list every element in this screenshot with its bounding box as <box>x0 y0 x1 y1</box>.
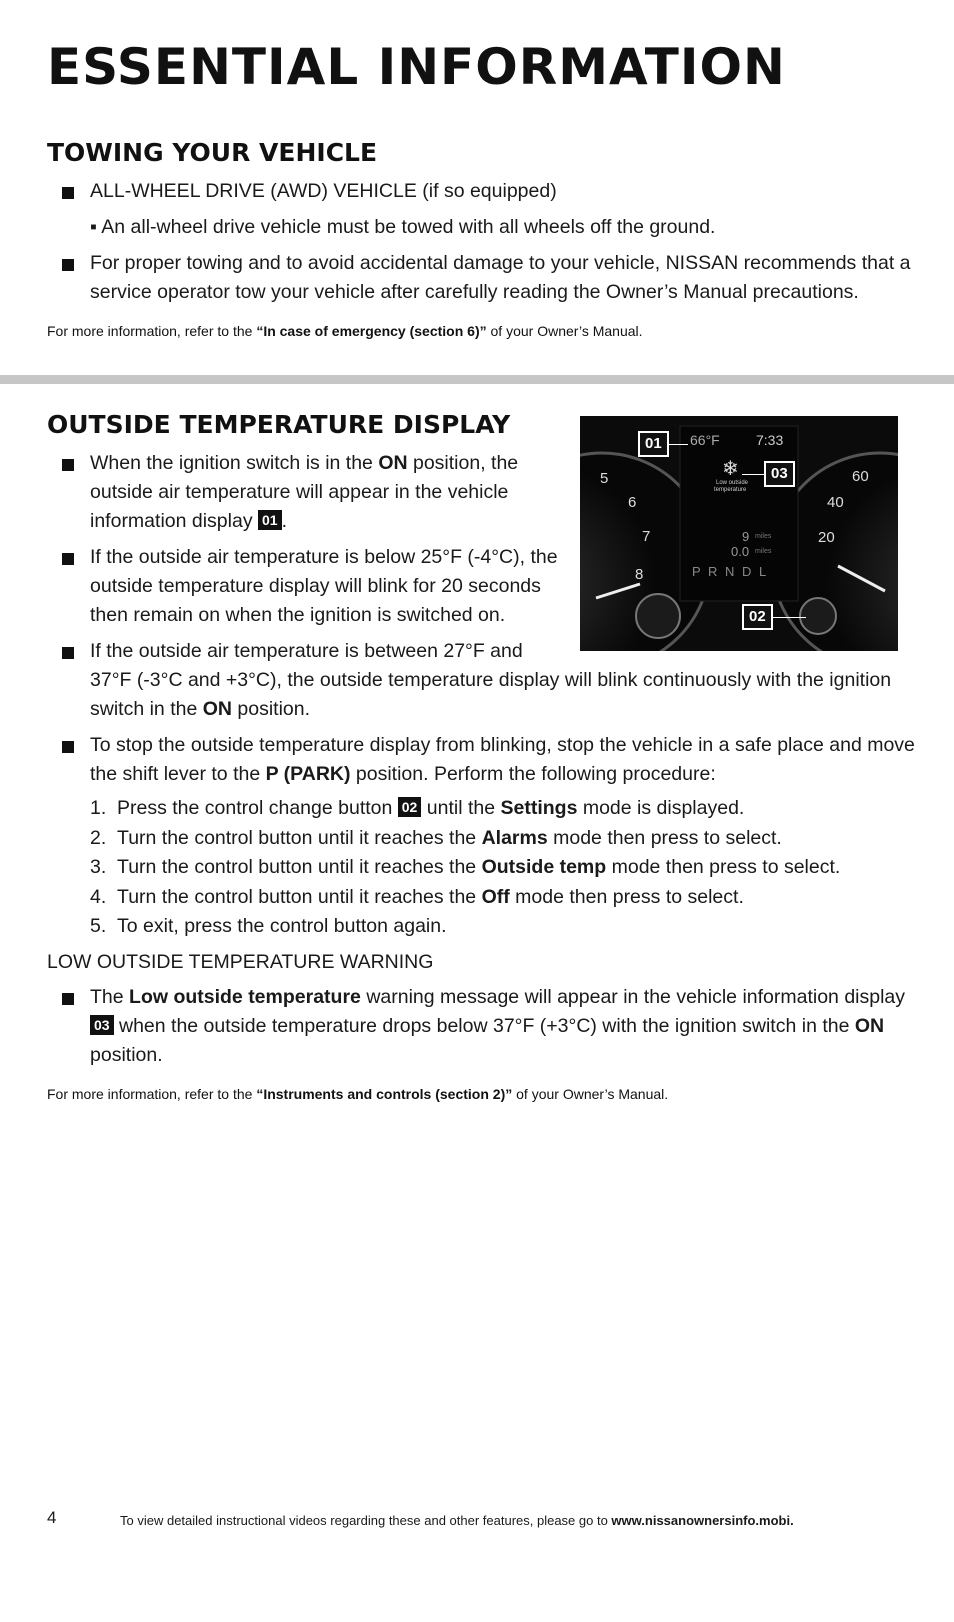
callout-line-01 <box>666 444 688 445</box>
trip-odometer-1-unit: miles <box>755 533 772 540</box>
towing-section <box>47 138 927 339</box>
section-divider <box>0 375 954 384</box>
bullet-icon <box>62 259 74 271</box>
trip-odometer-1: 9 <box>742 529 750 544</box>
towing-bullet-service: For proper towing and to avoid accidental damage to your vehicle, NISSAN recommends that a service operator tow your vehicle after carefully reading the Owner’s Manual precautions. <box>47 249 927 307</box>
tach-number: 6 <box>628 494 637 511</box>
procedure-step: 1. Press the control change button 02 until the Settings mode is displayed. <box>90 797 745 819</box>
procedure-step: 5. To exit, press the control button again. <box>90 915 447 937</box>
page-title: ESSENTIAL INFORMATION <box>47 38 786 96</box>
procedure-steps <box>47 794 927 942</box>
towing-bullet-awd: ALL-WHEEL DRIVE (AWD) VEHICLE (if so equipped) <box>47 177 927 206</box>
callout-02: 02 <box>742 604 773 630</box>
callout-01: 01 <box>638 431 669 457</box>
outside-bullet-between-rest: 37°F (-3°C and +3°C), the outside temperature display will blink continuously with the ignition switch in the ON position. <box>90 669 892 720</box>
callout-badge-03: 03 <box>90 1015 114 1035</box>
outside-bullet-on: When the ignition switch is in the ON position, the outside air temperature will appear in the vehicle information display 01 . <box>47 449 577 536</box>
callout-line-02 <box>772 617 806 618</box>
trip-odometer-2-unit: miles <box>755 548 772 555</box>
procedure-step: 3. Turn the control button until it reaches the Outside temp mode then press to select. <box>90 856 841 878</box>
right-knob <box>800 598 836 634</box>
towing-sub-bullet: ▪ An all-wheel drive vehicle must be towed with all wheels off the ground. <box>90 216 716 238</box>
footer-link[interactable]: www.nissanownersinfo.mobi. <box>611 1513 794 1528</box>
tach-number: 7 <box>642 528 651 545</box>
towing-heading: TOWING YOUR VEHICLE <box>47 138 378 167</box>
instrument-cluster-illustration <box>580 416 898 651</box>
outside-temp-readout: 66°F <box>690 432 720 448</box>
callout-03: 03 <box>764 461 795 487</box>
low-temp-heading: LOW OUTSIDE TEMPERATURE WARNING <box>47 950 434 973</box>
trip-odometer-2: 0.0 <box>731 544 750 559</box>
tach-number: 5 <box>600 470 609 487</box>
outside-bullet-stop: To stop the outside temperature display from blinking, stop the vehicle in a safe place and move the shift lever to the P (PARK) position. Perform the following procedure: <box>47 731 927 789</box>
bullet-icon <box>62 741 74 753</box>
tach-number: 8 <box>635 566 644 583</box>
speed-number: 60 <box>852 468 869 485</box>
callout-line-03 <box>742 474 764 475</box>
left-knob <box>636 594 680 638</box>
bullet-icon <box>62 553 74 565</box>
bullet-icon <box>62 647 74 659</box>
towing-reference-note: For more information, refer to the “In case of emergency (section 6)” of your Owner’s Manual. <box>47 323 643 339</box>
snowflake-icon: ❄ <box>722 456 739 480</box>
gear-indicator: P R N D L <box>692 564 769 579</box>
speed-number: 40 <box>827 494 844 511</box>
outside-bullet-below: If the outside air temperature is below 25°F (-4°C), the outside temperature display will blink for 20 seconds then remain on when the ignition is switched on. <box>47 543 577 630</box>
bullet-icon <box>62 993 74 1005</box>
outside-reference-note: For more information, refer to the “Instruments and controls (section 2)” of your Owner’s Manual. <box>47 1085 669 1102</box>
instrument-cluster-image <box>580 416 898 651</box>
warning-msg-line2: temperature <box>714 487 747 493</box>
speed-number: 20 <box>818 529 835 546</box>
procedure-step: 2. Turn the control button until it reaches the Alarms mode then press to select. <box>90 826 782 849</box>
outside-bullet-between-first: If the outside air temperature is between 27°F and <box>47 637 577 666</box>
page-number: 4 <box>47 1508 57 1527</box>
procedure-step: 4. Turn the control button until it reaches the Off mode then press to select. <box>90 885 744 908</box>
footer-note: To view detailed instructional videos regarding these and other features, please go to www.nissanownersinfo.mobi. <box>120 1513 794 1528</box>
warning-msg-line1: Low outside <box>716 480 749 486</box>
outside-temp-heading: OUTSIDE TEMPERATURE DISPLAY <box>47 410 511 439</box>
callout-badge-01: 01 <box>258 510 282 530</box>
low-temp-bullet: The Low outside temperature warning message will appear in the vehicle information display 03 when the outside temperature drops below 37°F (+3°C) with the ignition switch in the ON position. <box>47 983 927 1070</box>
bullet-icon <box>62 459 74 471</box>
clock-readout: 7:33 <box>756 432 784 448</box>
callout-badge-02: 02 <box>398 797 422 817</box>
bullet-icon <box>62 187 74 199</box>
